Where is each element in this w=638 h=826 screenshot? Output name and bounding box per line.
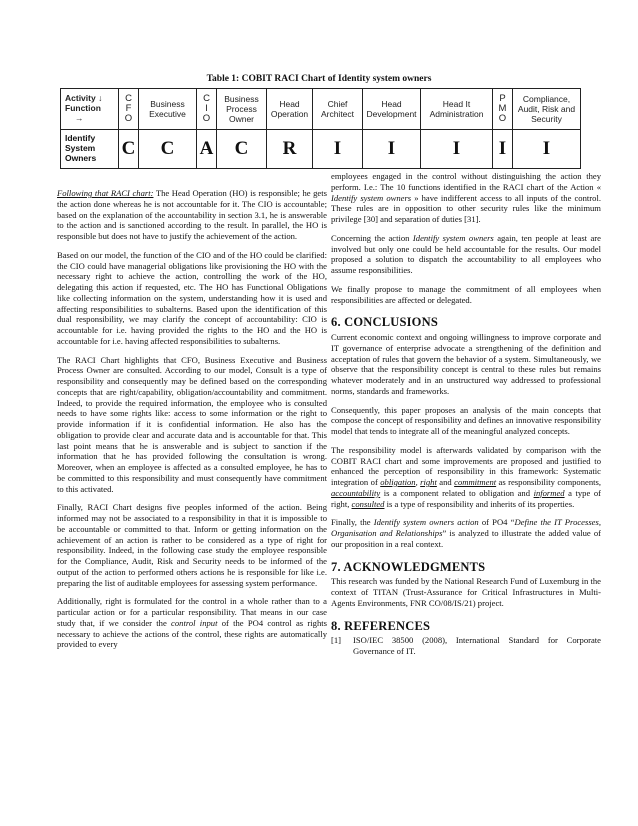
emphasis: Identify system owners — [412, 232, 494, 243]
emphasis: informed — [533, 487, 565, 498]
paragraph-text: again, ten people at least are involved but only one could be held accountable for the results. Our model proposed a solution to dispatch the accountability to all employees who assume responsibilities. — [331, 232, 601, 275]
col-header-cio — [197, 89, 217, 130]
paragraph — [57, 596, 327, 650]
paragraph-text: , — [415, 477, 421, 487]
col-header-label: Business Executive — [149, 98, 186, 119]
col-header-business-executive — [139, 89, 197, 130]
raci-cell: C — [119, 130, 139, 169]
paragraph: Based on our model, the function of the CIO and of the HO could be clarified: the CIO could have managerial obligations like provisioning the HO with the necessary right to achieve the action, controlling the work of the HO, delegating this action if requested, etc. The HO has Functional Obligations like collecting information on the system, understanding how it is used and affecting responsibilities to subalterns. Based upon the identification of this dual responsibility, we may clarify the concept of accountability: CIO is accountable for i.e. having provided the rights to the HO and the HO is accountable for i.e. having affected responsibilities to subalterns. — [57, 249, 327, 346]
paragraph-text: Concerning the action — [331, 232, 413, 243]
col-header-head-development — [363, 89, 421, 130]
raci-cell: C — [217, 130, 267, 169]
emphasis: commitment — [454, 477, 497, 487]
left-column — [57, 188, 327, 658]
reference-item — [331, 635, 601, 657]
emphasis: obligation — [380, 477, 416, 487]
paragraph: Finally, RACI Chart designs five peoples informed of the action. Being informed may not be associated to a responsibility in that it is impossible to be accountable or committed to that. Inform or getting information on the achievement of an action is rather to be considered as a type of right for responsibility. Indeed, in the following case study the employee responsible for the Compliance, Audit, Risk and Security needs to be informed of the output of the action to performed others actions he is responsible for like i.e. preparing the list of auditable employees for assessing system performance. — [57, 502, 327, 588]
emphasis: Identify system owners — [331, 192, 412, 203]
paragraph-text: is a component related to obligation and — [380, 487, 534, 498]
row-label-identify-system-owners: Identify System Owners — [61, 130, 119, 169]
col-header-label: C I O — [202, 93, 211, 124]
corner-arrow: → — [75, 112, 84, 123]
right-column — [331, 171, 601, 657]
section-heading-references: 8. REFERENCES — [331, 618, 431, 633]
col-header-chief-architect — [313, 89, 363, 130]
paragraph: Consequently, this paper proposes an analysis of the main concepts that compose the concept of responsibility and defines an innovative responsibility model that tends to integrate all of the meaningful analyzed concepts. — [331, 404, 601, 436]
corner-function-label: Function — [65, 103, 101, 114]
paragraph — [331, 233, 601, 276]
paragraph-text: Additionally, right is formulated for the control in a whole rather than to a particular action or for a particular responsibility. That means in our case study that, if we consider the — [57, 596, 327, 628]
col-header-cfo — [119, 89, 139, 130]
paragraph-text: is a type of responsibility and inherits of its properties. — [384, 498, 575, 509]
raci-corner-cell — [61, 89, 119, 130]
paragraph-text: of PO4 “ — [478, 517, 515, 528]
paragraph-text: The responsibility model is afterwards validated by comparison with the COBIT RACI chart and some improvements are proposed and justified to enhanced the perception of responsibility in this framework: Systematic integration of — [331, 444, 601, 487]
paragraph-text: of the PO4 control as rights necessary to achieve the actions of the control, these rights are automatically provided to every — [57, 617, 327, 650]
emphasis: control input — [171, 617, 218, 628]
table-caption: Table 1: COBIT RACI Chart of Identity system owners — [206, 74, 432, 84]
section-heading-acknowledgments: 7. ACKNOWLEDGMENTS — [331, 559, 486, 574]
paragraph-text: and — [436, 477, 455, 487]
paragraph-text: » have indifferent access to all inputs of the control. These rules are in opposition to other security rules like the minimum privilege [30] and separation of duties [31]. — [331, 192, 601, 224]
emphasis: Identify system owners action — [373, 517, 479, 528]
raci-cell: C — [139, 130, 197, 169]
paragraph: The RACI Chart highlights that CFO, Business Executive and Business Process Owner are consulted. According to our model, Consult is a type of responsibility and consequently may be defined based on the corresponding concepts that are right/capability, obligation/accountability and commitment. Indeed, to provide the required information, the employee who is consulted needs to have some rights like: access to some information or the right to provide information if it is confidential information. He also has the obligation to provide clear and accurate data and is accountable for that. This last point means that he is answerable and is subject to sanction if the information that he has provided following the consultation is wrong. Moreover, when an employee is affected as a consulted employee, he has to be committed to this responsibility and must consequently have commitment to this activated. — [57, 354, 327, 494]
emphasis: accountability — [331, 487, 381, 498]
paragraph — [331, 445, 601, 510]
paragraph — [331, 171, 601, 225]
col-header-label: C F O — [124, 93, 133, 124]
col-header-compliance — [513, 89, 581, 130]
paragraph-text: as responsibility components, — [496, 477, 602, 487]
col-header-head-it-administration — [421, 89, 493, 130]
paragraph-lead: Following that RACI chart: — [57, 188, 154, 198]
reference-number: [1] — [331, 635, 342, 646]
raci-header-row — [61, 89, 581, 130]
raci-cell: I — [421, 130, 493, 169]
col-header-business-process-owner — [217, 89, 267, 130]
col-header-label: P M O — [498, 93, 507, 124]
section-heading-conclusions: 6. CONCLUSIONS — [331, 315, 438, 330]
col-header-label: Head It Administration — [429, 98, 484, 119]
paragraph — [331, 517, 601, 549]
raci-cell: I — [313, 130, 363, 169]
raci-cell: I — [513, 130, 581, 169]
raci-cell: R — [267, 130, 313, 169]
reference-text: ISO/IEC 38500 (2008), International Standard for Corporate Governance of IT. — [353, 635, 601, 656]
emphasis: right — [420, 477, 437, 487]
paragraph-text: The Head Operation (HO) is responsible; he gets the action done whereas he is not accountable for it. The CIO is accountable; based on the explanation of the accountability in section 3.1, he is answerable to the action and is sanctioned according to the result. In parallel, the HO is responsible but does not have to justify the achievement of the action. — [57, 188, 327, 241]
raci-cell: I — [493, 130, 513, 169]
paragraph: Current economic context and ongoing willingness to improve corporate and IT governance of enterprise advocate a strengthening of the definition and acceptation of rules that govern the behavior of a system. Simultaneously, we observe that the responsibility concept is central to these rules but remains whatever moderately and in an unstructured way addressed to professional norms, standards and frameworks. — [331, 332, 601, 396]
raci-table — [60, 88, 581, 169]
paragraph-text: Finally, the — [331, 517, 374, 528]
col-header-label: Head Development — [366, 98, 417, 119]
col-header-head-operation — [267, 89, 313, 130]
paragraph-text: employees engaged in the control without distinguishing the action they perform. I.e.: The 10 functions identified in the RACI chart of the Action « — [331, 171, 601, 192]
corner-activity-label: Activity ↓ — [65, 93, 103, 104]
paragraph: We finally propose to manage the commitment of all employees when responsibilities are affected or delegated. — [331, 283, 601, 305]
paragraph-text: ” is analyzed to illustrate the added value of our proposition in a real context. — [331, 528, 601, 549]
col-header-label: Compliance, Audit, Risk and Security — [517, 93, 576, 125]
emphasis: Define the IT Processes, Organisation and Relationships — [331, 517, 601, 538]
col-header-label: Chief Architect — [320, 98, 355, 119]
raci-values-row — [61, 130, 581, 169]
paragraph — [57, 188, 327, 242]
col-header-pmo — [493, 89, 513, 130]
col-header-label: Business Process Owner — [224, 93, 259, 125]
emphasis: consulted — [351, 498, 385, 509]
col-header-label: Head Operation — [270, 98, 309, 119]
raci-cell: A — [197, 130, 217, 169]
paragraph-text: a type of right, — [331, 487, 601, 509]
paragraph: This research was funded by the National Research Fund of Luxemburg in the context of TITAN (Trust-Assurance for Critical Infrastructures in Multi-Agents Environments, FNR CO/08/IS/21) project. — [331, 576, 601, 608]
raci-cell: I — [363, 130, 421, 169]
